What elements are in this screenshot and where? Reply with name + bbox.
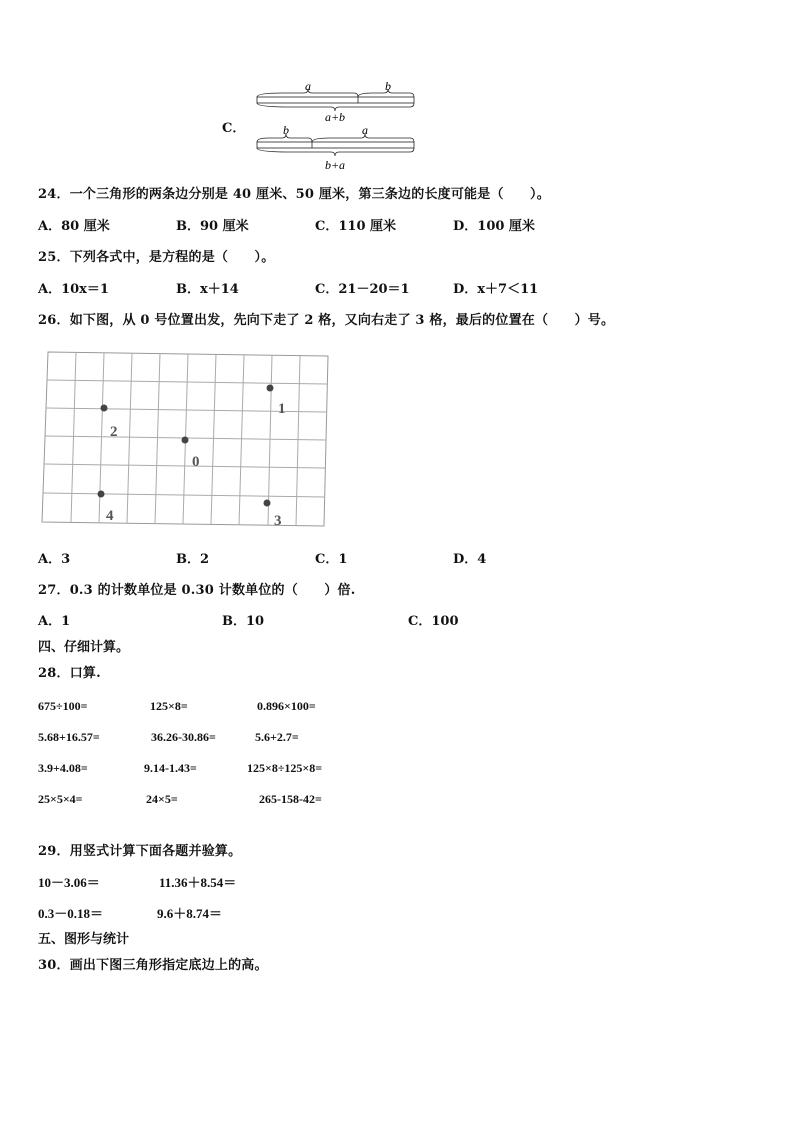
grid-label-1: 1: [278, 401, 286, 417]
q26-option-b[interactable]: B．2: [176, 552, 210, 567]
q27-option-c[interactable]: C．100: [408, 614, 459, 629]
calc-item: 3.9+4.08=: [38, 761, 88, 775]
bar1-label-b: b: [385, 79, 391, 93]
q25-option-b[interactable]: B．x＋14: [176, 282, 239, 297]
calc-item: 5.6+2.7=: [255, 730, 299, 744]
calc-item: 24×5=: [146, 792, 178, 806]
grid-point-4: [98, 491, 105, 498]
bar2-total-label: b+a: [324, 158, 346, 172]
grid-point-2: [101, 405, 108, 412]
question-29-stem: 29．用竖式计算下面各题并验算。: [38, 844, 242, 859]
q27-option-a[interactable]: A．1: [38, 614, 71, 629]
question-25-stem: 25．下列各式中，是方程的是（ ）。: [38, 250, 275, 265]
grid-label-4: 4: [106, 508, 114, 524]
segment-bar-diagram: [220, 76, 420, 176]
calc-item: 5.68+16.57=: [38, 730, 100, 744]
q24-option-a[interactable]: A．80 厘米: [38, 219, 110, 234]
bar2-label-b: b: [283, 123, 289, 137]
q26-option-d[interactable]: D．4: [453, 552, 487, 567]
calc-item: 25×5×4=: [38, 792, 83, 806]
question-27-stem: 27．0.3 的计数单位是 0.30 计数单位的（ ）倍.: [38, 583, 356, 598]
q24-option-d[interactable]: D．100 厘米: [453, 219, 535, 234]
bar2-label-a: a: [362, 123, 368, 137]
bar2-rect: [257, 142, 414, 148]
q26-option-a[interactable]: A．3: [38, 552, 71, 567]
calc-item: 125×8=: [150, 699, 188, 713]
q25-option-d[interactable]: D．x＋7＜11: [453, 282, 539, 297]
calc-item: 36.26-30.86=: [151, 730, 216, 744]
vertical-calc-item: 0.3－0.18＝: [38, 906, 104, 921]
calc-item: 0.896×100=: [257, 699, 316, 713]
calc-item: 125×8÷125×8=: [247, 761, 323, 775]
bar1-label-a: a: [305, 79, 311, 93]
q24-option-c[interactable]: C．110 厘米: [315, 219, 397, 234]
grid-label-2: 2: [110, 424, 118, 440]
grid-point-0: [182, 437, 189, 444]
section-5-heading: 五、图形与统计: [38, 932, 130, 947]
grid-label-0: 0: [192, 454, 200, 470]
question-26-stem: 26．如下图，从 0 号位置出发，先向下走了 2 格，又向右走了 3 格，最后的位置在（ ）号。: [38, 313, 615, 328]
question-24-stem: 24．一个三角形的两条边分别是 40 厘米、50 厘米，第三条边的长度可能是（ ）。: [38, 187, 550, 202]
vertical-calc-item: 10－3.06＝: [38, 875, 100, 890]
calc-item: 9.14-1.43=: [144, 761, 197, 775]
bar1-total-label: a+b: [324, 110, 346, 124]
section-4-heading: 四、仔细计算。: [38, 640, 130, 655]
bar1-rect: [257, 97, 414, 103]
grid-point-3: [264, 500, 271, 507]
calc-item: 265-158-42=: [259, 792, 322, 806]
calc-item: 675÷100=: [38, 699, 88, 713]
q25-option-a[interactable]: A．10x＝1: [38, 282, 109, 297]
question-28-stem: 28．口算.: [38, 666, 101, 681]
grid-label-3: 3: [274, 513, 282, 528]
q24-option-b[interactable]: B．90 厘米: [176, 219, 249, 234]
grid-point-1: [267, 385, 274, 392]
position-grid-figure: [40, 348, 332, 528]
vertical-calc-item: 9.6＋8.74＝: [157, 906, 223, 921]
q26-option-c[interactable]: C．1: [315, 552, 348, 567]
q27-option-b[interactable]: B．10: [222, 614, 265, 629]
vertical-calc-item: 11.36＋8.54＝: [159, 875, 237, 890]
option-c-label: C．: [222, 121, 246, 136]
q25-option-c[interactable]: C．21－20＝1: [315, 282, 410, 297]
question-30-stem: 30．画出下图三角形指定底边上的高。: [38, 958, 268, 973]
